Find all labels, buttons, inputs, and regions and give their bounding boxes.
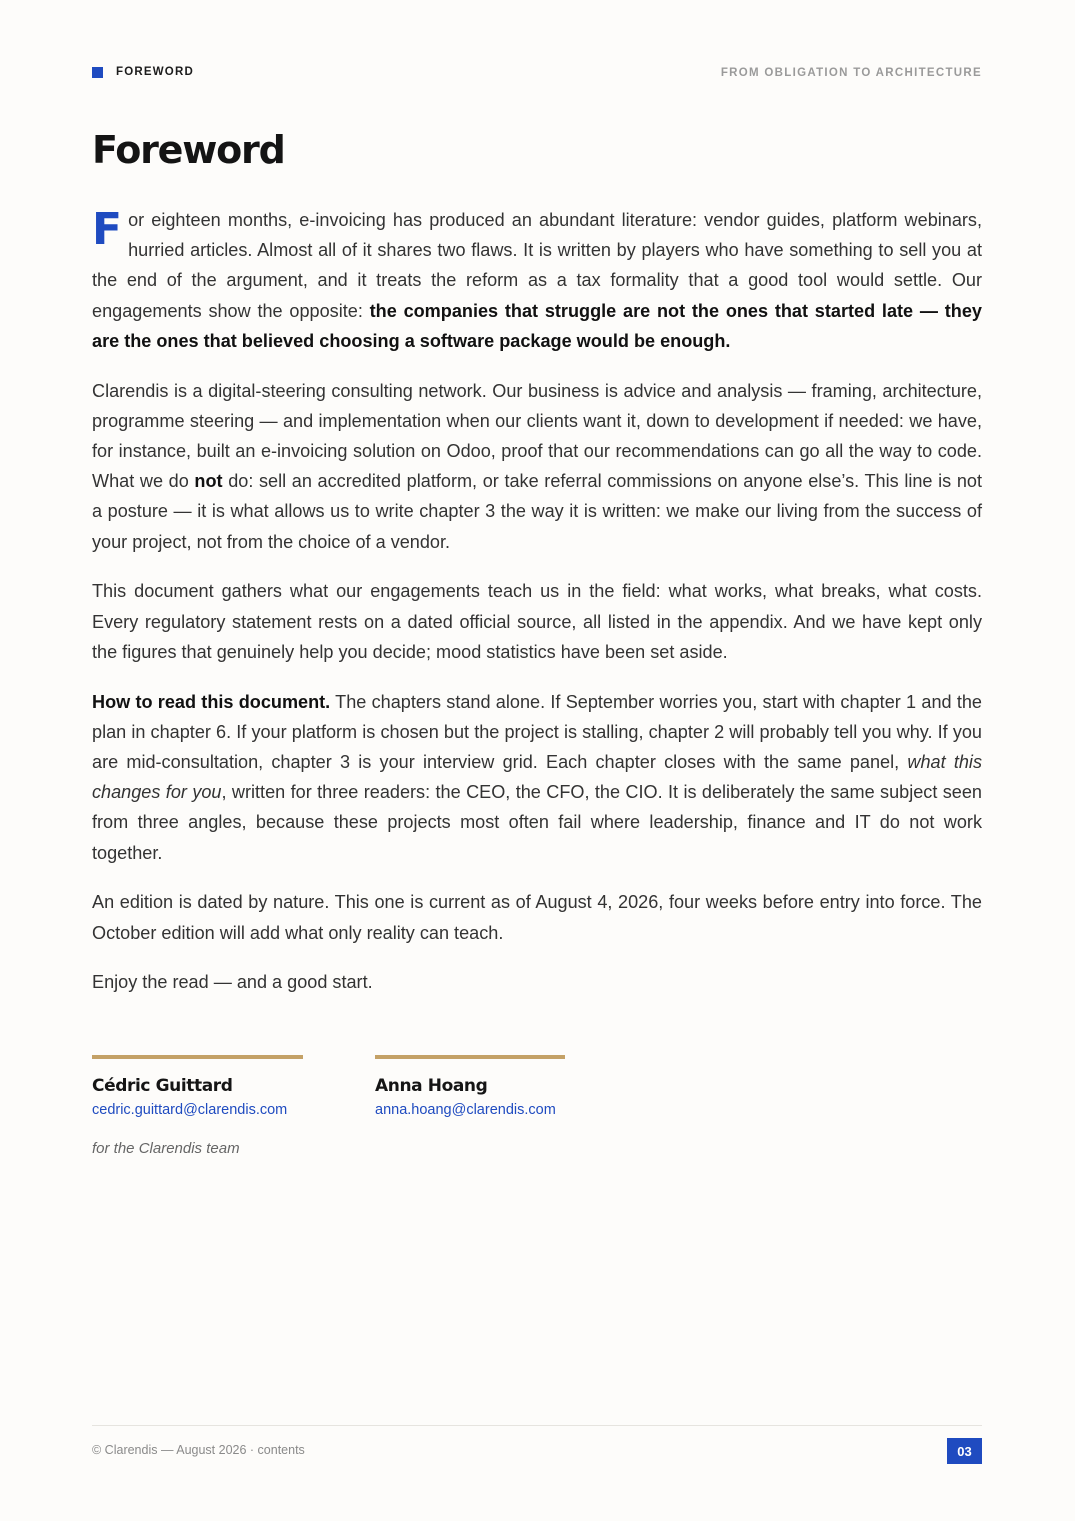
signature-email-link[interactable]: anna.hoang@clarendis.com: [375, 1102, 556, 1118]
signature-rule: [375, 1055, 565, 1059]
paragraph-edition: An edition is dated by nature. This one is current as of August 4, 2026, four weeks before entry into force. The October edition will add what only reality can teach.: [92, 892, 982, 943]
how-to-read-panel-name: what this changes for you: [92, 752, 982, 803]
page-title: Foreword: [92, 128, 285, 172]
running-title: FROM OBLIGATION TO ARCHITECTURE: [720, 67, 982, 79]
section-label: FOREWORD: [116, 66, 194, 78]
signature-email-link[interactable]: cedric.guittard@clarendis.com: [92, 1102, 288, 1118]
footer-text: © Clarendis — August 2026 · contents: [92, 1443, 305, 1457]
paragraph-about-emphasis: not: [194, 471, 223, 492]
how-to-read-heading: How to read this document.: [92, 691, 331, 712]
foreword-body: [92, 205, 982, 1017]
paragraph-about-clarendis: [92, 376, 982, 557]
page-header: [92, 66, 982, 82]
paragraph-how-to-read: [92, 687, 982, 868]
team-note: for the Clarendis team: [92, 1140, 240, 1157]
paragraph-about-text-1: Clarendis is a digital-steering consulting network. Our business is advice and analysis — framing, architecture, programme steering — and implementation when our clients want it, down to development if needed: we have, for instance, built an e-invoicing solution on Odoo, proof that our recommendations can go all the way to code. What we do: [92, 380, 982, 492]
how-to-read-text-1: The chapters stand alone. If September worries you, start with chapter 1 and the plan in chapter 6. If your platform is chosen but the project is stalling, chapter 2 will probably tell you why. If you are mid-consultation, chapter 3 is your interview grid. Each chapter closes with the same panel,: [92, 691, 982, 773]
paragraph-document-scope: This document gathers what our engagements teach us in the field: what works, what breaks, what costs. Every regulatory statement rests on a dated official source, all listed in the appendix. And we have kept only the figures that genuinely help you decide; mood statistics have been set aside.: [92, 581, 982, 662]
section-marker-square-icon: [92, 67, 103, 78]
section-tag: [92, 66, 194, 78]
page-number-badge: 03: [947, 1438, 982, 1464]
paragraph-intro: [92, 205, 982, 356]
signature-block: [375, 1055, 565, 1118]
signature-block: [92, 1055, 303, 1118]
signature-name: Cédric Guittard: [92, 1076, 233, 1096]
footer-divider: [92, 1425, 982, 1426]
paragraph-intro-text: or eighteen months, e-invoicing has produced an abundant literature: vendor guides, platform webinars, hurried articles. Almost all of it shares two flaws. It is written by players who have something to sell you at the end of the argument, and it treats the reform as a tax formality that a good tool would settle. Our engagements show the opposite:: [92, 210, 982, 321]
signature-rule: [92, 1055, 303, 1059]
paragraph-about-text-2: do: sell an accredited platform, or take referral commissions on anyone else’s. This line is not a posture — it is what allows us to write chapter 3 the way it is written: we make our living from the success of your project, not from the choice of a vendor.: [92, 471, 982, 552]
paragraph-closing: Enjoy the read — and a good start.: [92, 972, 373, 993]
signature-name: Anna Hoang: [375, 1076, 488, 1096]
paragraph-intro-emphasis: the companies that struggle are not the ones that started late — they are the ones that believed choosing a software package would be enough.: [92, 300, 982, 351]
drop-cap: F: [92, 204, 123, 255]
how-to-read-text-2: , written for three readers: the CEO, the CFO, the CIO. It is deliberately the same subject seen from three angles, because these projects most often fail where leadership, finance and IT do not work together.: [92, 782, 982, 863]
